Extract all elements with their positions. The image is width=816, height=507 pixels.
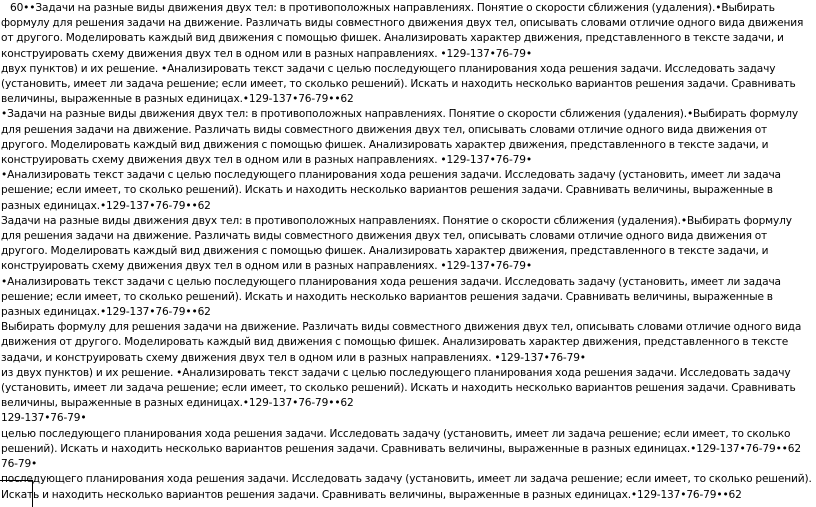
paragraph: 60••Задачи на разные виды движения двух тел: в противоположных направлениях. Понятие о скорости сближения (удаления).•Выбирать формулу для решения задачи на движение. Различать виды совместного движения двух тел, описывать словами отличие одного вида движения от другого. Моделировать каждый вид движения с помощью фишек. Анализировать характер движения, представленного в тексте задачи, и конструировать схему движения двух тел в одном или в разных направлениях. •129-137•76-79• [1, 2, 804, 60]
paragraph: •Анализировать текст задачи с целью последующего планирования хода решения задачи. Исследовать задачу (установить, имеет ли задача решение; если имеет, то сколько решений). Искать и находить несколько вариантов решения задачи. Сравнивать величины, выраженные в разных единицах.•129-137•76-79••62 [1, 169, 781, 212]
paragraph: Выбирать формулу для решения задачи на движение. Различать виды совместного движения двух тел, описывать словами отличие одного вида движения от другого. Моделировать каждый вид движения с помощью фишек. Анализировать характер движения, представленного в тексте задачи, и конструировать схему движения двух тел в одном или в разных направлениях. •129-137•76-79• [1, 321, 802, 364]
paragraph: •Задачи на разные виды движения двух тел: в противоположных направлениях. Понятие о скорости сближения (удаления).•Выбирать формулу для решения задачи на движение. Различать виды совместного движения двух тел, описывать словами отличие одного вида движения от другого. Моделировать каждый вид движения с помощью фишек. Анализировать характер движения, представленного в тексте задачи, и конструировать схему движения двух тел в одном или в разных направлениях. •129-137•76-79• [1, 108, 798, 167]
paragraph: из двух пунктов) и их решение. •Анализировать текст задачи с целью последующего планирования хода решения задачи. Исследовать задачу (установить, имеет ли задача решение; если имеет, то сколько решений). Искать и находить несколько вариантов решения задачи. Сравнивать величины, выраженные в разных единицах.•129-137•76-79••62 [1, 366, 796, 410]
paragraph: целью последующего планирования хода решения задачи. Исследовать задачу (установить, имеет ли задача решение; если имеет, то сколько решений). Искать и находить несколько вариантов решения задачи. Сравнивать величины, выраженные в разных единицах.•129-137•76-79••62 [1, 427, 801, 455]
paragraph: Задачи на разные виды движения двух тел: в противоположных направлениях. Понятие о скорости сближения (удаления).•Выбирать формулу для решения задачи на движение. Различать виды совместного движения двух тел, описывать словами отличие одного вида движения от другого. Моделировать каждый вид движения с помощью фишек. Анализировать характер движения, представленного в тексте задачи, и конструировать схему движения двух тел в одном или в разных направлениях. •129-137•76-79• [1, 214, 792, 273]
paragraph: двух пунктов) и их решение. •Анализировать текст задачи с целью последующего планирования хода решения задачи. Исследовать задачу (установить, имеет ли задача решение; если имеет, то сколько решений). Искать и находить несколько вариантов решения задачи. Сравнивать величины, выраженные в разных единицах.•129-137•76-79••62 [1, 62, 796, 106]
table-cell-border [0, 480, 33, 507]
paragraph: последующего планирования хода решения задачи. Исследовать задачу (установить, имеет ли задача решение; если имеет, то сколько решений). Искать и находить несколько вариантов решения задачи. Сравнивать величины, выраженные в разных единицах.•129-137•76-79••62 [1, 473, 812, 501]
paragraph: 129-137•76-79• [1, 412, 87, 425]
paragraph: 76-79• [1, 458, 38, 471]
paragraph: •Анализировать текст задачи с целью последующего планирования хода решения задачи. Исследовать задачу (установить, имеет ли задача решение; если имеет, то сколько решений). Искать и находить несколько вариантов решения задачи. Сравнивать величины, выраженные в разных единицах.•129-137•76-79••62 [1, 275, 781, 319]
